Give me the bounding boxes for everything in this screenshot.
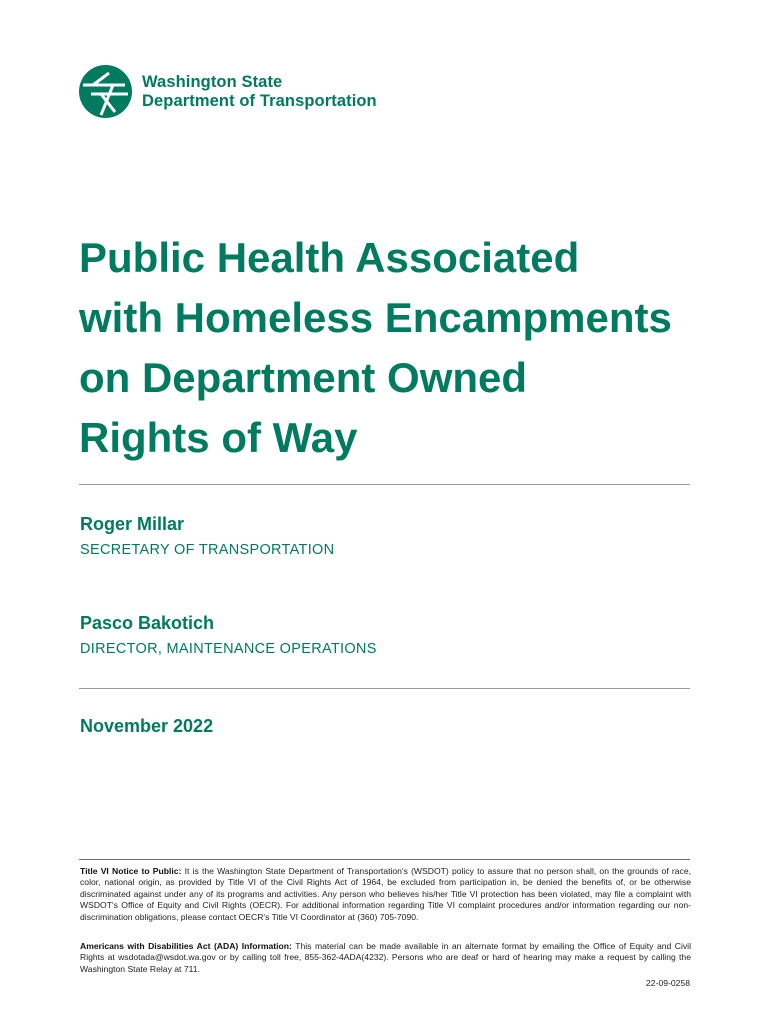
ada-notice: [80, 941, 691, 975]
title-vi-notice: [80, 866, 691, 923]
divider-middle: [79, 688, 690, 689]
author-role-1: SECRETARY OF TRANSPORTATION: [80, 542, 335, 558]
report-title: [79, 228, 719, 468]
logo-line-2: Department of Transportation: [142, 91, 377, 110]
title-line-4: Rights of Way: [79, 414, 358, 461]
author-name-2: Pasco Bakotich: [80, 613, 215, 633]
document-number: 22-09-0258: [646, 978, 690, 988]
ada-text: This material can be made available in an alternate format by emailing the Office of Equity and Civil Rights at wsdotada@wsdot.wa.gov or by calling toll free, 855-362-4ADA(4232). Persons who are deaf or hard of hearing may make a request by calling the Washington State Relay at 711.: [80, 941, 691, 974]
wsdot-logo: [79, 65, 377, 118]
title-line-2: with Homeless Encampments: [79, 294, 672, 341]
divider-footer: [79, 859, 690, 860]
title-line-3: on Department Owned: [79, 354, 528, 401]
wsdot-logo-text: [142, 73, 377, 111]
title-vi-label: Title VI Notice to Public:: [80, 866, 182, 876]
wsdot-logo-icon: [79, 65, 132, 118]
author-name-1: Roger Millar: [80, 514, 185, 534]
ada-label: Americans with Disabilities Act (ADA) Information:: [80, 941, 292, 951]
report-date: November 2022: [80, 716, 214, 736]
title-vi-text: It is the Washington State Department of Transportation's (WSDOT) policy to assure that no person shall, on the grounds of race, color, national origin, as provided by Title VI of the Civil Rights Act of 1964, be excluded from participation in, be denied the benefits of, or be otherwise discriminated against under any of its programs and activities. Any person who believes his/her Title VI protection has been violated, may file a complaint with WSDOT's Office of Equity and Civil Rights (OECR). For additional information regarding Title VI complaint procedures and/or information regarding our non-discrimination obligations, please contact OECR's Title VI Coordinator at (360) 705-7090.: [80, 866, 692, 922]
author-role-2: DIRECTOR, MAINTENANCE OPERATIONS: [80, 641, 377, 657]
logo-line-1: Washington State: [142, 72, 283, 91]
divider-top: [79, 484, 690, 485]
title-line-1: Public Health Associated: [79, 234, 580, 281]
